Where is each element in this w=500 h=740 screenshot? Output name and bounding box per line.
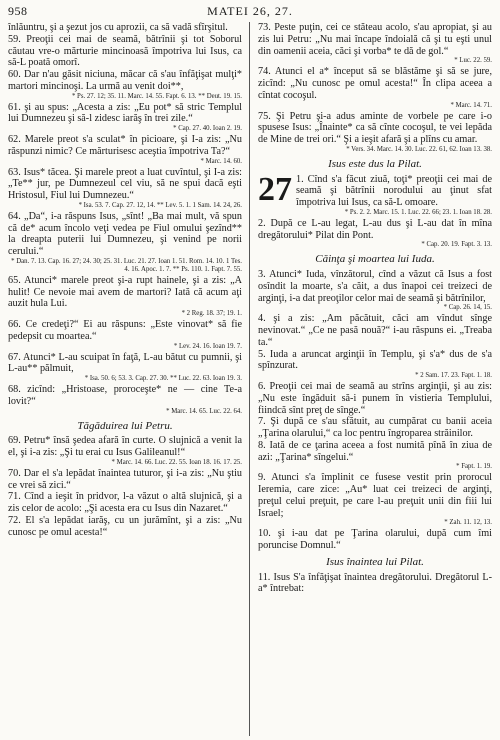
verse: 70. Dar el s'a lepădat înaintea tuturor, şi i-a zis: „Nu ştiu ce vrei să zici.“ [8,467,242,491]
cross-reference: * Isa. 53. 7. Cap. 27. 12, 14. ** Lev. 5. 1. 1 Sam. 14. 24, 26. [78,201,242,209]
verse-text: 1. Cînd s'a făcut ziuă, toţi* preoţii cei mai de seamă şi bătrînii norodului au ţinut sfat împotriva lui Isus, ca să-L omoare. [296,173,492,208]
section-heading: Căinţa şi moartea lui Iuda. [315,253,435,266]
verse: 67. Atunci* L-au scuipat în faţă, L-au bătut cu pumnii, şi L-au** pălmuit, [8,351,242,375]
verse: 75. Şi Petru şi-a adus aminte de vorbele pe care i-o spusese Isus: „Înainte* ca să cînte cocoşul, te vei lepăda de Mine de trei ori.“ Şi a ieşit afară şi a plîns cu amar. [258,110,492,145]
verse: 71. Cînd a ieşit în pridvor, l-a văzut o altă slujnică, şi a zis celor de acolo: „Şi acesta era cu Isus din Nazaret.“ [8,491,242,514]
verse: 60. Dar n'au găsit niciuna, măcar că s'au înfăţişat mulţi* martori mincinoşi. La urmă au venit doi**, [8,69,242,92]
verse: 11. Isus S'a înfăţişat înaintea dregătorului. Dregătorul L-a* întrebat: [258,571,492,595]
cross-reference: * Fapt. 1. 19. [456,463,492,471]
cross-reference: * 2 Sam. 17. 23. Fapt. 1. 18. [415,372,492,379]
verse: 9. Atunci s'a împlinit ce fusese vestit prin prorocul Ieremia, care zice: „Au* luat cei treizeci de arginţi, preţul celui preţuit, pe care l-au preţuit unii din fiii lui Israel; [258,472,492,519]
verse: 2. După ce L-au legat, L-au dus şi L-au dat în mîna dregătorului* Pilat din Pont. [258,217,492,241]
cross-reference: * Marc. 14. 65. Luc. 22. 64. [166,407,242,415]
verse: 73. Peste puţin, cei ce stăteau acolo, s'au apropiat, şi au zis lui Petru: „Nu mai încape îndoială că şi tu eşti unul din oamenii aceia, căci şi vorba* te dă de gol.“ [258,22,492,57]
verse: 72. El s'a lepădat iarăş, cu un jurămînt, şi a zis: „Nu cunosc pe omul acesta!“ [8,514,242,538]
cross-reference: * Isa. 50. 6; 53. 3. Cap. 27. 30. ** Luc. 22. 63. Ioan 19. 3. [84,375,242,382]
verse: 5. Iuda a aruncat arginţii în Templu, şi s'a* dus de s'a spînzurat. [258,348,492,372]
chapter-start-verse [258,170,492,209]
page-number: 958 [8,4,28,18]
cross-reference: * Cap. 26. 14, 15. [443,304,492,312]
section-heading: Isus este dus la Pilat. [328,157,422,170]
running-head: MATEI 26, 27. [207,4,293,18]
verse: 69. Petru* însă şedea afară în curte. O slujnică a venit la el, şi i-a zis: „Şi tu erai cu Isus Galileanul!“ [8,435,242,458]
verse: 8. Iată de ce ţarina aceea a fost numită pînă în ziua de azi: „Ţarina* sîngelui.“ [258,439,492,463]
cross-reference: * Ps. 2. 2. Marc. 15. 1. Luc. 22. 66; 23. 1. Ioan 18. 28. [344,208,492,216]
cross-reference: * Dan. 7. 13. Cap. 16. 27; 24. 30; 25. 31. Luc. 21. 27. Ioan 1. 51. Rom. 14. 10. 1 Tes. 4. 16. Apoc. 1. 7. ** Ps. 110. 1. Fapt. 7. 55. [11,257,242,273]
verse: 10. şi i-au dat pe Ţarina olarului, după cum îmi poruncise Domnul.“ [258,528,492,551]
verse: 64. „Da“, i-a răspuns Isus, „sînt! „Ba mai mult, vă spun că de* acum încolo veţi vedea pe Fiul omului şezînd** la dreapta puterii lui Dumnezeu, şi venind pe norii cerului.“ [8,210,242,257]
column-divider [249,22,250,736]
verse: 7. Şi după ce s'au sfătuit, au cumpărat cu banii aceia „Ţarina olarului,“ ca loc pentru îngroparea străinilor. [258,416,492,439]
cross-reference: * Marc. 14. 71. [450,101,492,109]
verse: 62. Marele preot s'a sculat* în picioare, şi I-a zis: „Nu răspunzi nimic? Ce mărturisesc aceştia împotriva Ta?“ [8,134,242,157]
cross-reference: * Marc. 14. 66. Luc. 22. 55. Ioan 18. 16. 17. 25. [111,458,242,466]
page-header [8,4,492,20]
cross-reference: * Cap. 27. 40. Ioan 2. 19. [173,125,242,132]
verse: înlăuntru, şi a şezut jos cu aprozii, ca să vadă sfîrşitul. [8,22,228,33]
cross-reference: * Ps. 27. 12; 35. 11. Marc. 14. 55. Fapt. 6. 13. ** Deut. 19. 15. [71,92,242,100]
verse: 61. şi au spus: „Acesta a zis: „Eu pot* să stric Templul lui Dumnezeu şi să-l zidesc iarăş în trei zile.“ [8,101,242,125]
cross-reference: * Marc. 14. 60. [200,157,242,165]
verse: 65. Atunci* marele preot şi-a rupt hainele, şi a zis: „A hulit! Ce nevoie mai avem de martori? Iată că acum aţi auzit hula Lui. [8,274,242,310]
cross-reference: * Zah. 11. 12, 13. [444,519,492,527]
chapter-number: 27 [258,170,292,208]
verse: 3. Atunci* Iuda, vînzătorul, cînd a văzut că Isus a fost osîndit la moarte, s'a căit, a dus înapoi cei treizeci de arginţi, i-a dat preoţilor celor mai de seamă şi bătrînilor, [258,269,492,304]
verse: 66. Ce credeţi?“ Ei au răspuns: „Este vinovat* să fie pedepsit cu moartea.“ [8,319,242,342]
left-column [8,22,242,538]
right-column [258,22,492,595]
cross-reference: * Vers. 34. Marc. 14. 30. Luc. 22. 61, 62. Ioan 13. 38. [346,145,492,153]
section-heading: Tăgăduirea lui Petru. [77,419,173,432]
verse: 63. Isus* tăcea. Şi marele preot a luat cuvîntul, şi I-a zis: „Te** jur, pe Dumnezeul cel viu, să ne spui dacă eşti Hristosul, Fiul lui Dumnezeu.“ [8,166,242,201]
verse: 4. şi a zis: „Am păcătuit, căci am vîndut sînge nevinovat.“ „Ce ne pasă nouă?“ i-au răspuns ei. „Treaba ta.“ [258,313,492,348]
cross-reference: * Luc. 22. 59. [454,57,492,65]
verse: 59. Preoţii cei mai de seamă, bătrînii şi tot Soborul căutau vre-o mărturie mincinoasă împotriva lui Isus, ca să-L poată omorî. [8,33,242,69]
cross-reference: * Cap. 20. 19. Fapt. 3. 13. [421,241,492,249]
cross-reference: * 2 Reg. 18. 37; 19. 1. [181,310,242,317]
verse: 6. Preoţii cei mai de seamă au strîns arginţii, şi au zis: „Nu este îngăduit să-i punem în vistieria Templului, fiindcă sînt preţ de sînge.“ [258,381,492,416]
verse: 68. zicînd: „Hristoase, proroceşte* ne — cine Te-a lovit?“ [8,384,242,407]
cross-reference: * Lev. 24. 16. Ioan 19. 7. [173,342,242,350]
verse: 74. Atunci el a* început să se blăstăme şi să se jure, zicînd: „Nu cunosc pe omul acesta!“ În clipa aceea a cîntat cocoşul. [258,66,492,101]
section-heading: Isus înaintea lui Pilat. [326,555,424,568]
